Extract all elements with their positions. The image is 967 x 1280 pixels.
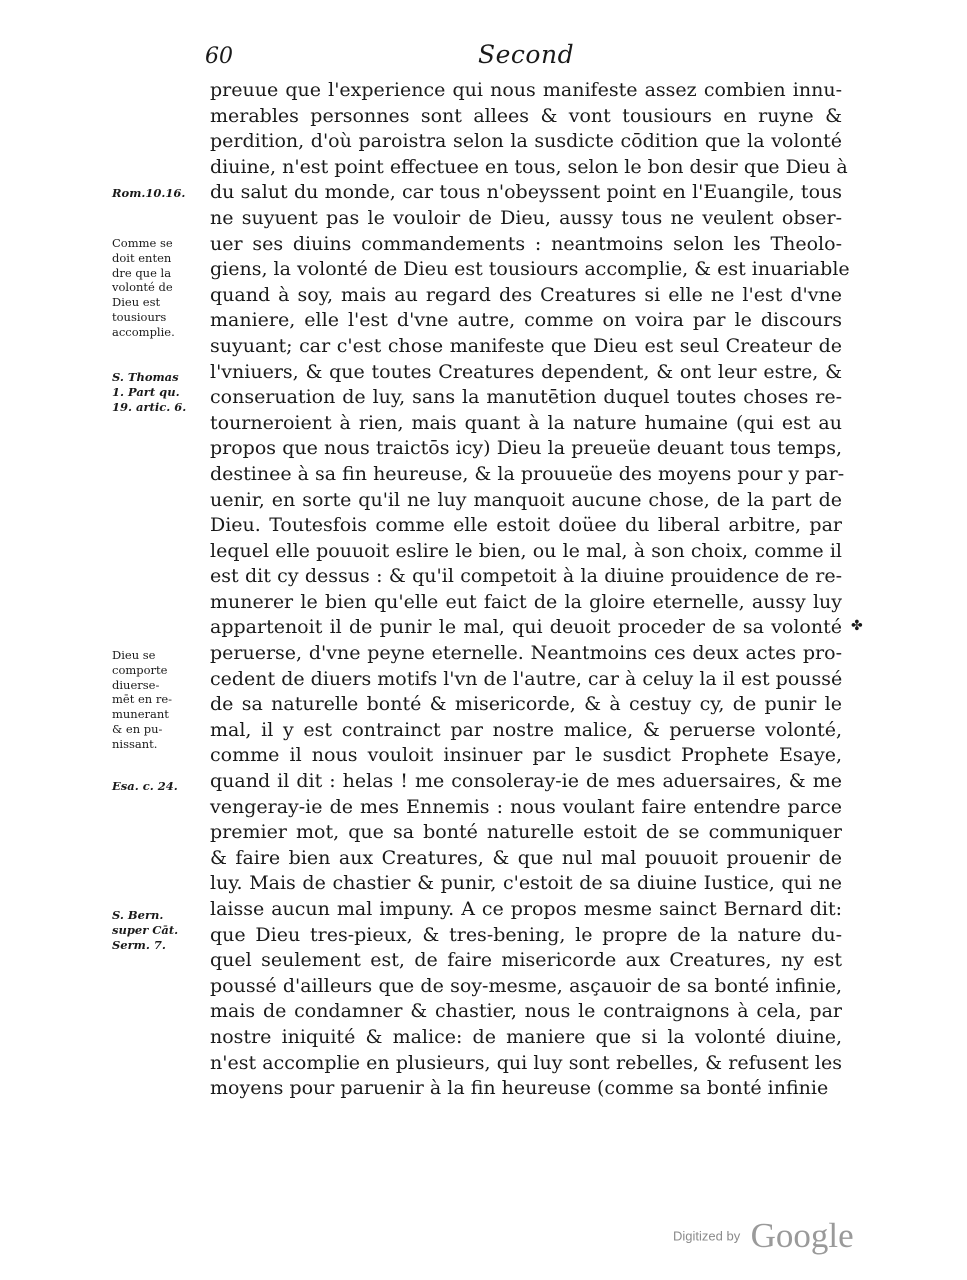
margin-note-line: tousiours bbox=[112, 309, 167, 324]
text-line: preuue que l'experience qui nous manifeste assez combien innu- bbox=[210, 79, 842, 101]
text-line: giens, la volonté de Dieu est tousiours accomplie, & est inuariable bbox=[210, 258, 850, 281]
margin-note-line: Dieu se bbox=[112, 648, 156, 662]
margin-note-line: Serm. 7. bbox=[112, 937, 166, 952]
text-line: diuine, n'est point effectuee en tous, selon le bon desir que Dieu à bbox=[210, 155, 848, 178]
text-line: maniere, elle l'est d'vne autre, comme on voira par le discours bbox=[210, 309, 842, 332]
text-line: nostre iniquité & malice: de maniere que si la volonté diuine, bbox=[210, 1025, 842, 1048]
text-line: peruerse, d'vne peyne eternelle. Neantmoins ces deux actes pro- bbox=[210, 642, 842, 665]
text-line: premier mot, que sa bonté naturelle estoit de se communiquer bbox=[210, 821, 842, 844]
text-line: ne suyuent pas le vouloir de Dieu, aussy tous ne veulent obser- bbox=[210, 206, 842, 229]
margin-note-line: Dieu est bbox=[112, 295, 161, 310]
text-line: quand à soy, mais au regard des Creatures si elle ne l'est d'vne bbox=[210, 283, 842, 306]
text-line: & faire bien aux Creatures, & que nul mal pouuoit prouenir de bbox=[210, 846, 842, 869]
margin-note-line: diuerse- bbox=[112, 677, 160, 692]
margin-note bbox=[112, 370, 207, 414]
margin-note-line: 19. artic. 6. bbox=[112, 399, 187, 414]
text-line: mal, il y est contrainct par nostre malice, & peruerse volonté, bbox=[210, 718, 842, 741]
text-line: quel seulement est, de faire misericorde aux Creatures, ny est bbox=[210, 949, 842, 972]
margin-note-line: Esa. c. 24. bbox=[112, 779, 178, 793]
digitized-by-label: Digitized by bbox=[673, 1228, 741, 1244]
margin-note-line: & en pu- bbox=[112, 721, 163, 736]
text-line: uer ses diuins commandements : neantmoins selon les Theolo- bbox=[210, 232, 842, 255]
text-line: comme il nous vouloit insinuer par le susdict Prophete Esaye, bbox=[210, 744, 842, 767]
margin-note-line: S. Thomas bbox=[112, 370, 179, 384]
text-line: Dieu. Toutesfois comme elle estoit doüee du liberal arbitre, par bbox=[210, 514, 842, 537]
text-line: de sa naturelle bonté & misericorde, & à cestuy cy, de punir le bbox=[210, 693, 842, 716]
text-line: du salut du monde, car tous n'obeyssent point en l'Euangile, tous bbox=[210, 181, 842, 204]
text-line: perdition, d'où paroistra selon la susdicte cōdition que la volonté bbox=[210, 130, 842, 153]
margin-note-line: comporte bbox=[112, 662, 168, 677]
text-line: merables personnes sont allees & vont tousiours en ruyne & bbox=[210, 104, 842, 127]
text-line: moyens pour paruenir à la fin heureuse (comme sa bonté infinie bbox=[210, 1077, 829, 1100]
text-line: appartenoit il de punir le mal, qui deuoit proceder de sa volonté bbox=[210, 616, 842, 639]
text-line: tourneroient à rien, mais quant à la nature humaine (qui est au bbox=[210, 411, 842, 434]
margin-note bbox=[112, 908, 207, 952]
text-line: propos que nous traictōs icy) Dieu la preueüe deuant tous temps, bbox=[210, 437, 842, 460]
margin-note-line: S. Bern. bbox=[112, 908, 164, 922]
margin-note-line: volonté de bbox=[112, 280, 173, 295]
margin-note-line: nissant. bbox=[112, 736, 158, 751]
margin-note-line: munerant bbox=[112, 707, 169, 722]
text-line: conseruation de luy, sans la manutētion duquel toutes choses re- bbox=[210, 386, 842, 409]
text-line: mais de condamner & chastier, nous le contraignons à cela, par bbox=[210, 1000, 842, 1023]
text-line: laisse aucun mal impuny. A ce propos mesme sainct Bernard dit: bbox=[210, 898, 842, 920]
text-line: uenir, en sorte qu'il ne luy manquoit aucune chose, de la part de bbox=[210, 488, 842, 511]
text-line: cedent de diuers motifs l'vn de l'autre, car à celuy la il est poussé bbox=[210, 667, 843, 690]
margin-note-line: Rom.10.16. bbox=[112, 186, 186, 200]
text-line: suyuant; car c'est chose manifeste que Dieu est seul Createur de bbox=[210, 334, 842, 357]
margin-note bbox=[112, 779, 207, 794]
text-line: destinee à sa fin heureuse, & la prouueüe des moyens pour y par- bbox=[210, 462, 845, 485]
margin-note-line: Comme se bbox=[112, 236, 173, 250]
text-line: l'vniuers, & que toutes Creatures dependent, & ont leur estre, & bbox=[210, 360, 842, 383]
text-line: vengeray-ie de mes Ennemis : nous voulant faire entendre parce bbox=[210, 795, 842, 818]
digitized-watermark bbox=[673, 1216, 854, 1256]
margin-note-line: doit enten bbox=[112, 250, 172, 265]
text-line: quand il dit : helas ! me consoleray-ie de mes aduersaires, & me bbox=[210, 770, 842, 793]
text-line: n'est accomplie en plusieurs, qui luy sont rebelles, & refusent les bbox=[210, 1051, 842, 1074]
text-line: munerer le bien qu'elle eut faict de la gloire eternelle, aussy luy bbox=[210, 590, 842, 613]
text-line: poussé d'ailleurs que de soy-mesme, asçauoir de sa bonté infinie, bbox=[210, 974, 842, 997]
margin-note-line: dre que la bbox=[112, 265, 172, 280]
ornament-mark: ✤ bbox=[851, 618, 863, 634]
page-number: 60 bbox=[205, 44, 233, 69]
body-text bbox=[210, 78, 850, 1102]
text-line: que Dieu tres-pieux, & tres-bening, le propre de la nature du- bbox=[210, 923, 842, 946]
margin-note bbox=[112, 236, 207, 340]
margin-note bbox=[112, 648, 207, 752]
text-line: luy. Mais de chastier & punir, c'estoit de sa diuine Iustice, qui ne bbox=[210, 872, 842, 895]
margin-note-line: accomplie. bbox=[112, 324, 175, 339]
google-logo: Google bbox=[750, 1216, 854, 1255]
margin-note-line: super Cāt. bbox=[112, 922, 179, 937]
margin-note bbox=[112, 186, 207, 201]
running-head: Second bbox=[478, 40, 575, 69]
margin-note-line: 1. Part qu. bbox=[112, 384, 180, 399]
text-line: lequel elle pouuoit eslire le bien, ou le mal, à son choix, comme il bbox=[210, 539, 842, 562]
margin-note-line: mēt en re- bbox=[112, 692, 173, 707]
text-line: est dit cy dessus : & qu'il competoit à la diuine prouidence de re- bbox=[210, 565, 842, 588]
